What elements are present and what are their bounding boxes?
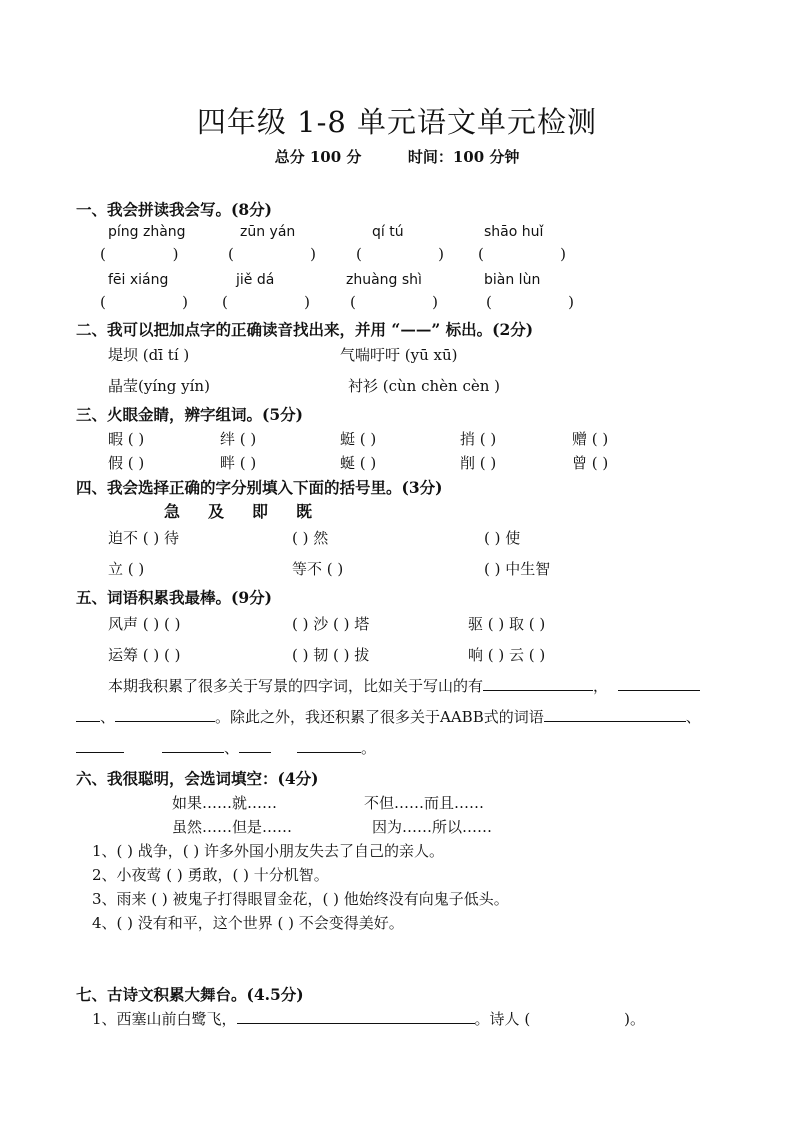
pinyin-8: biàn lùn <box>484 272 541 288</box>
pinyin-6: jiě dá <box>236 272 275 288</box>
exam-time: 时间：100 分钟 <box>407 148 520 166</box>
word-group-item[interactable]: 削 ( ) <box>460 454 497 472</box>
answer-blank[interactable]: ( ) <box>228 245 316 263</box>
poem-text: 1、西塞山前白鹭飞， <box>92 1010 237 1028</box>
paragraph-line-2 <box>76 706 701 727</box>
fill-item[interactable]: ( ) 然 <box>292 529 329 547</box>
answer-blank[interactable]: ( ) <box>486 293 574 311</box>
section-6-heading: 六、我很聪明，会选词填空：(4分) <box>76 769 319 788</box>
blank-line[interactable] <box>76 738 124 753</box>
sentence-item[interactable]: 3、雨来 ( ) 被鬼子打得眼冒金花，( ) 他始终没有向鬼子低头。 <box>92 890 509 908</box>
punctuation: 、 <box>685 708 701 726</box>
pinyin-2: zūn yán <box>240 224 296 240</box>
idiom-item[interactable]: 响 ( ) 云 ( ) <box>468 646 546 664</box>
blank-line[interactable] <box>297 738 361 753</box>
paragraph-line-3 <box>76 737 376 758</box>
answer-blank[interactable]: ( ) <box>100 245 179 263</box>
fill-item[interactable]: ( ) 中生智 <box>484 560 551 578</box>
choice-char: 既 <box>296 502 313 521</box>
word-group-item[interactable]: 蜓 ( ) <box>340 430 377 448</box>
blank-line[interactable] <box>618 676 700 691</box>
conjunction-option: 虽然……但是…… <box>172 818 293 836</box>
pronunciation-item: 气喘吁吁 (yū xū) <box>340 346 458 364</box>
blank-line[interactable] <box>239 738 271 753</box>
punctuation: 、 <box>100 708 116 726</box>
pronunciation-item: 衬衫 (cùn chèn cèn ) <box>348 377 501 395</box>
word-group-item[interactable]: 暇 ( ) <box>108 430 145 448</box>
word-group-item[interactable]: 畔 ( ) <box>220 454 257 472</box>
conjunction-option: 因为……所以…… <box>372 818 493 836</box>
word-group-item[interactable]: 赠 ( ) <box>572 430 609 448</box>
choice-char: 急 <box>164 502 181 521</box>
page-title: 四年级 1-8 单元语文单元检测 <box>196 105 598 139</box>
section-2-heading: 二、我可以把加点字的正确读音找出来，并用 “——” 标出。(2分) <box>76 320 534 339</box>
sentence-item[interactable]: 2、小夜莺 ( ) 勇敢，( ) 十分机智。 <box>92 866 329 884</box>
choice-char: 即 <box>252 502 269 521</box>
blank-line[interactable] <box>483 676 593 691</box>
punctuation: ， <box>593 677 609 695</box>
word-group-item[interactable]: 绊 ( ) <box>220 430 257 448</box>
answer-blank[interactable]: ( ) <box>222 293 310 311</box>
idiom-item[interactable]: 运筹 ( ) ( ) <box>108 646 181 664</box>
answer-blank[interactable]: ( ) <box>100 293 188 311</box>
blank-line[interactable] <box>544 707 686 722</box>
fill-item[interactable]: ( ) 使 <box>484 529 521 547</box>
pinyin-7: zhuàng shì <box>346 272 422 288</box>
sentence-item[interactable]: 4、( ) 没有和平，这个世界 ( ) 不会变得美好。 <box>92 914 404 932</box>
answer-blank[interactable]: ( ) <box>478 245 566 263</box>
paragraph-text: 。除此之外，我还积累了很多关于AABB式的词语 <box>215 708 544 726</box>
pinyin-5: fēi xiáng <box>108 272 169 288</box>
pronunciation-item: 晶莹(yíng yín) <box>108 377 210 395</box>
idiom-item[interactable]: 驱 ( ) 取 ( ) <box>468 615 546 633</box>
sentence-item[interactable]: 1、( ) 战争，( ) 许多外国小朋友失去了自己的亲人。 <box>92 842 445 860</box>
word-group-item[interactable]: 捎 ( ) <box>460 430 497 448</box>
punctuation: 、 <box>224 739 240 757</box>
choice-char: 及 <box>208 502 225 521</box>
section-5-heading: 五、词语积累我最棒。(9分) <box>76 588 272 607</box>
poem-line <box>92 1008 645 1029</box>
fill-item[interactable]: 等不 ( ) <box>292 560 344 578</box>
blank-line[interactable] <box>76 707 100 722</box>
idiom-item[interactable]: ( ) 韧 ( ) 拔 <box>292 646 370 664</box>
pinyin-3: qí tú <box>372 224 404 240</box>
section-1-heading: 一、我会拼读我会写。(8分) <box>76 200 272 219</box>
section-7-heading: 七、古诗文积累大舞台。(4.5分) <box>76 985 304 1004</box>
pinyin-1: píng zhàng <box>108 224 186 240</box>
word-group-item[interactable]: 曾 ( ) <box>572 454 609 472</box>
answer-blank[interactable]: ( ) <box>350 293 438 311</box>
total-score: 总分 100 分 <box>274 148 362 166</box>
section-3-heading: 三、火眼金睛，辨字组词。(5分) <box>76 405 303 424</box>
conjunction-option: 不但……而且…… <box>364 794 485 812</box>
word-group-item[interactable]: 假 ( ) <box>108 454 145 472</box>
fill-item[interactable]: 立 ( ) <box>108 560 145 578</box>
paragraph-line-1 <box>108 675 700 696</box>
poem-text: )。 <box>624 1010 646 1028</box>
blank-line[interactable] <box>162 738 224 753</box>
conjunction-option: 如果……就…… <box>172 794 278 812</box>
fill-item[interactable]: 迫不 ( ) 待 <box>108 529 180 547</box>
answer-blank[interactable]: ( ) <box>356 245 444 263</box>
blank-line[interactable] <box>115 707 215 722</box>
poem-text: 。诗人 ( <box>474 1010 531 1028</box>
paragraph-text: 本期我积累了很多关于写景的四字词，比如关于写山的有 <box>108 677 484 695</box>
idiom-item[interactable]: 风声 ( ) ( ) <box>108 615 181 633</box>
exam-info <box>0 146 794 167</box>
punctuation: 。 <box>361 739 377 757</box>
section-4-heading: 四、我会选择正确的字分别填入下面的括号里。(3分) <box>76 478 443 497</box>
idiom-item[interactable]: ( ) 沙 ( ) 塔 <box>292 615 370 633</box>
choice-characters <box>164 499 340 522</box>
pinyin-4: shāo huǐ <box>484 224 544 240</box>
pronunciation-item: 堤坝 (dī tí ) <box>108 346 190 364</box>
blank-line[interactable] <box>237 1009 475 1024</box>
word-group-item[interactable]: 蜒 ( ) <box>340 454 377 472</box>
